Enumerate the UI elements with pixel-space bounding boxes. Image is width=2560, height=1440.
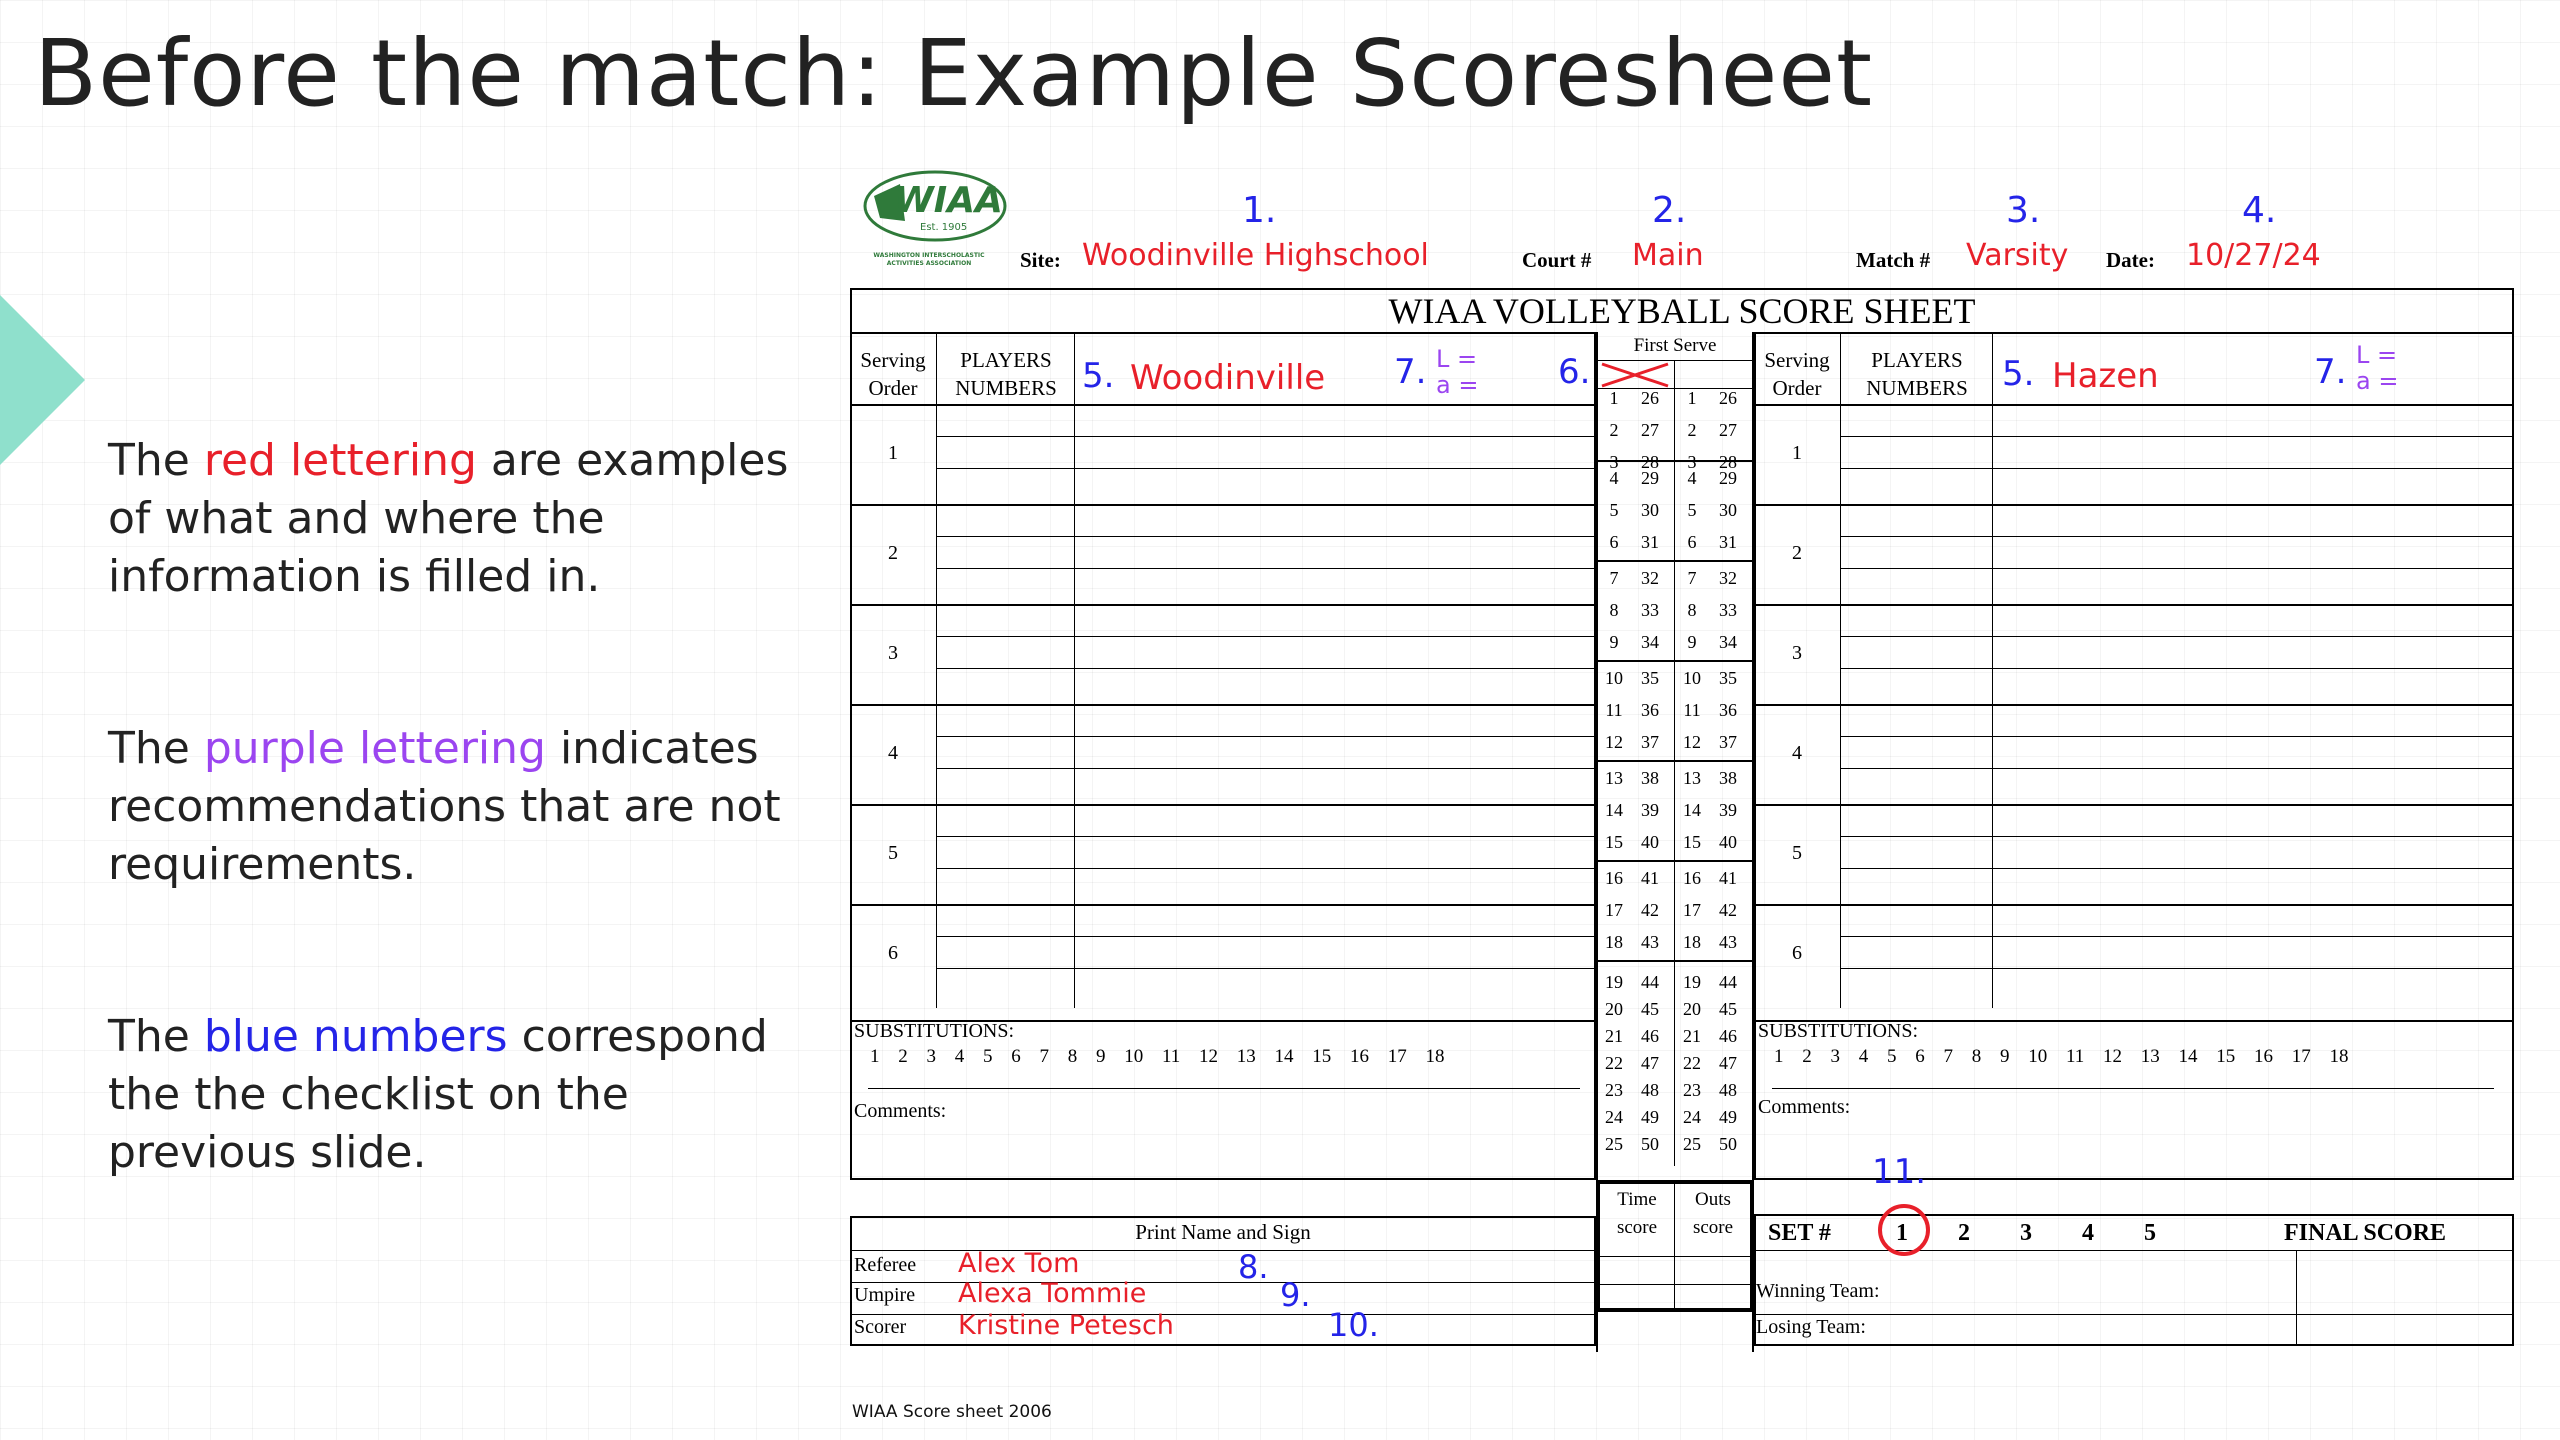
set-1-circle (1876, 1202, 1932, 1258)
note-purple (108, 720, 828, 894)
set-label: SET # (1768, 1220, 1831, 1246)
score-cell: 18 (1683, 932, 1701, 952)
score-cell: 41 (1719, 868, 1737, 888)
score-cell: 4 (1609, 468, 1619, 488)
score-cell: 35 (1719, 668, 1737, 688)
score-cell: 14 (1683, 800, 1701, 820)
score-cell: 24 (1683, 1107, 1701, 1127)
score-cell: 25 (1683, 1134, 1701, 1154)
right-players-numbers-header: PLAYERS NUMBERS (1866, 348, 1968, 400)
score-cell: 20 (1605, 999, 1623, 1019)
left-serving-order-header: Serving Order (860, 348, 926, 400)
score-cell: 18 (1605, 932, 1623, 952)
score-cell: 16 (1605, 868, 1623, 888)
right-libero-line-1: L = (2356, 341, 2398, 369)
left-team-name: Woodinville (1130, 358, 1326, 398)
checklist-num-8: 8. (1238, 1248, 1269, 1286)
left-comments-label: Comments: (854, 1100, 947, 1122)
left-players-numbers-header: PLAYERS NUMBERS (955, 348, 1057, 400)
score-cell: 29 (1719, 468, 1737, 488)
referee-value: Alex Tom (958, 1248, 1080, 1279)
right-comments-label: Comments: (1758, 1096, 1851, 1118)
slide-title: Before the match: Example Scoresheet (34, 20, 1874, 127)
score-cell: 25 (1605, 1134, 1623, 1154)
score-cell: 16 (1683, 868, 1701, 888)
score-cell: 34 (1719, 632, 1737, 652)
score-cell: 22 (1683, 1053, 1701, 1073)
score-cell: 15 (1605, 832, 1623, 852)
score-cell: 47 (1719, 1053, 1737, 1073)
score-cell: 11 (1605, 700, 1623, 720)
score-cell: 3 (1687, 452, 1697, 472)
score-cell: 40 (1719, 832, 1737, 852)
note-blue (108, 1008, 828, 1182)
score-cell: 22 (1605, 1053, 1623, 1073)
right-serving-order-1: 1 (1792, 442, 1802, 464)
date-value: 10/27/24 (2186, 238, 2321, 273)
score-cell: 39 (1641, 800, 1659, 820)
score-cell: 32 (1641, 568, 1659, 588)
set-number-4: 4 (2082, 1220, 2094, 1246)
checklist-num-7-left: 7. (1394, 352, 1427, 392)
site-value: Woodinville Highschool (1082, 238, 1429, 273)
score-cell: 21 (1605, 1026, 1623, 1046)
right-substitutions-label: SUBSTITUTIONS: (1758, 1020, 1919, 1042)
score-cell: 50 (1719, 1134, 1737, 1154)
checklist-num-7-right: 7. (2314, 352, 2347, 392)
score-cell: 48 (1719, 1080, 1737, 1100)
score-cell: 2 (1687, 420, 1697, 440)
time-score-label: Time score (1616, 1189, 1658, 1238)
set-number-5: 5 (2144, 1220, 2156, 1246)
first-serve-x-mark (1598, 362, 1672, 388)
note-blue-pre: The (108, 1011, 204, 1062)
score-cell: 13 (1683, 768, 1701, 788)
score-cell: 8 (1687, 600, 1697, 620)
right-libero-line-2: a = (2356, 367, 2399, 395)
first-serve-label: First Serve (1633, 335, 1717, 356)
score-cell: 35 (1641, 668, 1659, 688)
score-cell: 8 (1609, 600, 1619, 620)
scorer-value: Kristine Petesch (958, 1310, 1174, 1341)
set-number-1: 1 (1896, 1220, 1908, 1246)
note-red-post: are examples of what and where the information is filled in. (108, 435, 789, 602)
score-cell: 37 (1641, 732, 1659, 752)
score-cell: 47 (1641, 1053, 1659, 1073)
score-cell: 30 (1719, 500, 1737, 520)
score-cell: 33 (1641, 600, 1659, 620)
checklist-num-5-right: 5. (2002, 354, 2035, 394)
right-sub-numbers: 1 2 3 4 5 6 7 8 9 10 11 12 13 14 15 16 17 18 (1774, 1046, 2349, 1067)
score-cell: 27 (1641, 420, 1659, 440)
score-cell: 42 (1719, 900, 1737, 920)
score-cell: 31 (1641, 532, 1659, 552)
score-cell: 23 (1683, 1080, 1701, 1100)
score-cell: 34 (1641, 632, 1659, 652)
score-cell: 6 (1687, 532, 1697, 552)
score-cell: 5 (1687, 500, 1697, 520)
logo-text: WIAA (894, 180, 1003, 221)
checklist-num-1: 1. (1242, 190, 1277, 231)
note-purple-post: indicates recommendations that are not requirements. (108, 723, 781, 890)
score-cell: 41 (1641, 868, 1659, 888)
score-cell: 27 (1719, 420, 1737, 440)
scorer-label: Scorer (854, 1316, 907, 1338)
losing-team-label: Losing Team: (1756, 1316, 1866, 1338)
score-cell: 49 (1641, 1107, 1659, 1127)
teal-arrow-decoration (0, 295, 85, 465)
score-cell: 46 (1641, 1026, 1659, 1046)
score-cell: 4 (1687, 468, 1697, 488)
score-cell: 38 (1641, 768, 1659, 788)
left-serving-order-5: 5 (888, 842, 898, 864)
right-serving-order-3: 3 (1792, 642, 1802, 664)
score-cell: 40 (1641, 832, 1659, 852)
left-libero-line-2: a = (1436, 371, 1479, 399)
score-cell: 28 (1719, 452, 1737, 472)
left-serving-order-6: 6 (888, 942, 898, 964)
score-cell: 14 (1605, 800, 1623, 820)
score-cell: 10 (1683, 668, 1701, 688)
score-cell: 39 (1719, 800, 1737, 820)
set-number-3: 3 (2020, 1220, 2032, 1246)
note-red-pre: The (108, 435, 204, 486)
score-cell: 2 (1609, 420, 1619, 440)
checklist-num-10: 10. (1328, 1306, 1379, 1344)
score-cell: 20 (1683, 999, 1701, 1019)
site-label: Site: (1020, 248, 1061, 272)
score-cell: 3 (1609, 452, 1619, 472)
checklist-num-9: 9. (1280, 1276, 1311, 1314)
score-cell: 28 (1641, 452, 1659, 472)
score-cell: 26 (1719, 388, 1737, 408)
score-cell: 12 (1683, 732, 1701, 752)
score-cell: 44 (1641, 972, 1659, 992)
score-cell: 43 (1719, 932, 1737, 952)
note-purple-pre: The (108, 723, 204, 774)
score-cell: 46 (1719, 1026, 1737, 1046)
right-serving-order-header: Serving Order (1764, 348, 1830, 400)
score-cell: 45 (1641, 999, 1659, 1019)
score-cell: 49 (1719, 1107, 1737, 1127)
score-cell: 38 (1719, 768, 1737, 788)
referee-label: Referee (854, 1254, 917, 1276)
match-value: Varsity (1966, 238, 2069, 273)
score-cell: 32 (1719, 568, 1737, 588)
court-label: Court # (1522, 248, 1592, 272)
left-substitutions-label: SUBSTITUTIONS: (854, 1020, 1015, 1042)
score-cell: 6 (1609, 532, 1619, 552)
left-serving-order-1: 1 (888, 442, 898, 464)
checklist-num-2: 2. (1652, 190, 1687, 231)
score-cell: 19 (1605, 972, 1623, 992)
right-serving-order-6: 6 (1792, 942, 1802, 964)
score-cell: 1 (1609, 388, 1619, 408)
date-label: Date: (2106, 248, 2155, 272)
checklist-num-11: 11. (1872, 1152, 1927, 1192)
right-serving-order-2: 2 (1792, 542, 1802, 564)
score-cell: 31 (1719, 532, 1737, 552)
score-cell: 21 (1683, 1026, 1701, 1046)
score-cell: 42 (1641, 900, 1659, 920)
score-cell: 43 (1641, 932, 1659, 952)
left-libero-line-1: L = (1436, 345, 1478, 373)
score-cell: 23 (1605, 1080, 1623, 1100)
score-cell: 19 (1683, 972, 1701, 992)
score-cell: 48 (1641, 1080, 1659, 1100)
checklist-num-5-left: 5. (1082, 356, 1115, 396)
right-serving-order-5: 5 (1792, 842, 1802, 864)
court-value: Main (1632, 238, 1704, 273)
umpire-value: Alexa Tommie (958, 1278, 1147, 1309)
logo-est: Est. 1905 (920, 222, 968, 233)
score-cell: 12 (1605, 732, 1623, 752)
note-purple-highlight: purple lettering (203, 723, 546, 774)
score-cell: 5 (1609, 500, 1619, 520)
score-cell: 37 (1719, 732, 1737, 752)
score-cell: 7 (1609, 568, 1619, 588)
score-cell: 1 (1687, 388, 1697, 408)
note-red-highlight: red lettering (203, 435, 477, 486)
note-blue-highlight: blue numbers (203, 1011, 508, 1062)
score-cell: 36 (1641, 700, 1659, 720)
note-blue-post: correspond the the checklist on the previous slide. (108, 1011, 768, 1178)
score-cell: 7 (1687, 568, 1697, 588)
score-cell: 10 (1605, 668, 1623, 688)
score-cell: 9 (1609, 632, 1619, 652)
umpire-label: Umpire (854, 1284, 916, 1306)
score-cell: 9 (1687, 632, 1697, 652)
score-cell: 26 (1641, 388, 1659, 408)
checklist-num-3: 3. (2006, 190, 2041, 231)
score-cell: 36 (1719, 700, 1737, 720)
scoresheet (846, 160, 2526, 1440)
score-cell: 24 (1605, 1107, 1623, 1127)
left-serving-order-3: 3 (888, 642, 898, 664)
right-serving-order-4: 4 (1792, 742, 1802, 764)
score-cell: 13 (1605, 768, 1623, 788)
note-red (108, 432, 828, 606)
score-cell: 17 (1605, 900, 1623, 920)
final-score-label: FINAL SCORE (2284, 1220, 2447, 1246)
score-cell: 50 (1641, 1134, 1659, 1154)
score-cell: 44 (1719, 972, 1737, 992)
left-sub-numbers: 1 2 3 4 5 6 7 8 9 10 11 12 13 14 15 16 17 18 (870, 1046, 1445, 1067)
score-cell: 30 (1641, 500, 1659, 520)
score-cell: 45 (1719, 999, 1737, 1019)
score-cell: 17 (1683, 900, 1701, 920)
logo-org: WASHINGTON INTERSCHOLASTIC ACTIVITIES ASSOCIATION (873, 252, 985, 267)
sheet-title: WIAA VOLLEYBALL SCORE SHEET (850, 288, 2514, 332)
score-cell: 11 (1683, 700, 1701, 720)
match-label: Match # (1856, 248, 1931, 272)
checklist-num-6: 6. (1558, 352, 1591, 392)
score-cell: 33 (1719, 600, 1737, 620)
print-name-sign: Print Name and Sign (1135, 1220, 1311, 1244)
checklist-num-4: 4. (2242, 190, 2277, 231)
right-team-name: Hazen (2052, 356, 2159, 396)
score-cell: 29 (1641, 468, 1659, 488)
set-number-2: 2 (1958, 1220, 1970, 1246)
sheet-footer: WIAA Score sheet 2006 (852, 1402, 1052, 1422)
outs-score-label: Outs score (1692, 1189, 1734, 1238)
score-cell: 15 (1683, 832, 1701, 852)
winning-team-label: Winning Team: (1756, 1280, 1880, 1302)
left-serving-order-4: 4 (888, 742, 898, 764)
left-serving-order-2: 2 (888, 542, 898, 564)
